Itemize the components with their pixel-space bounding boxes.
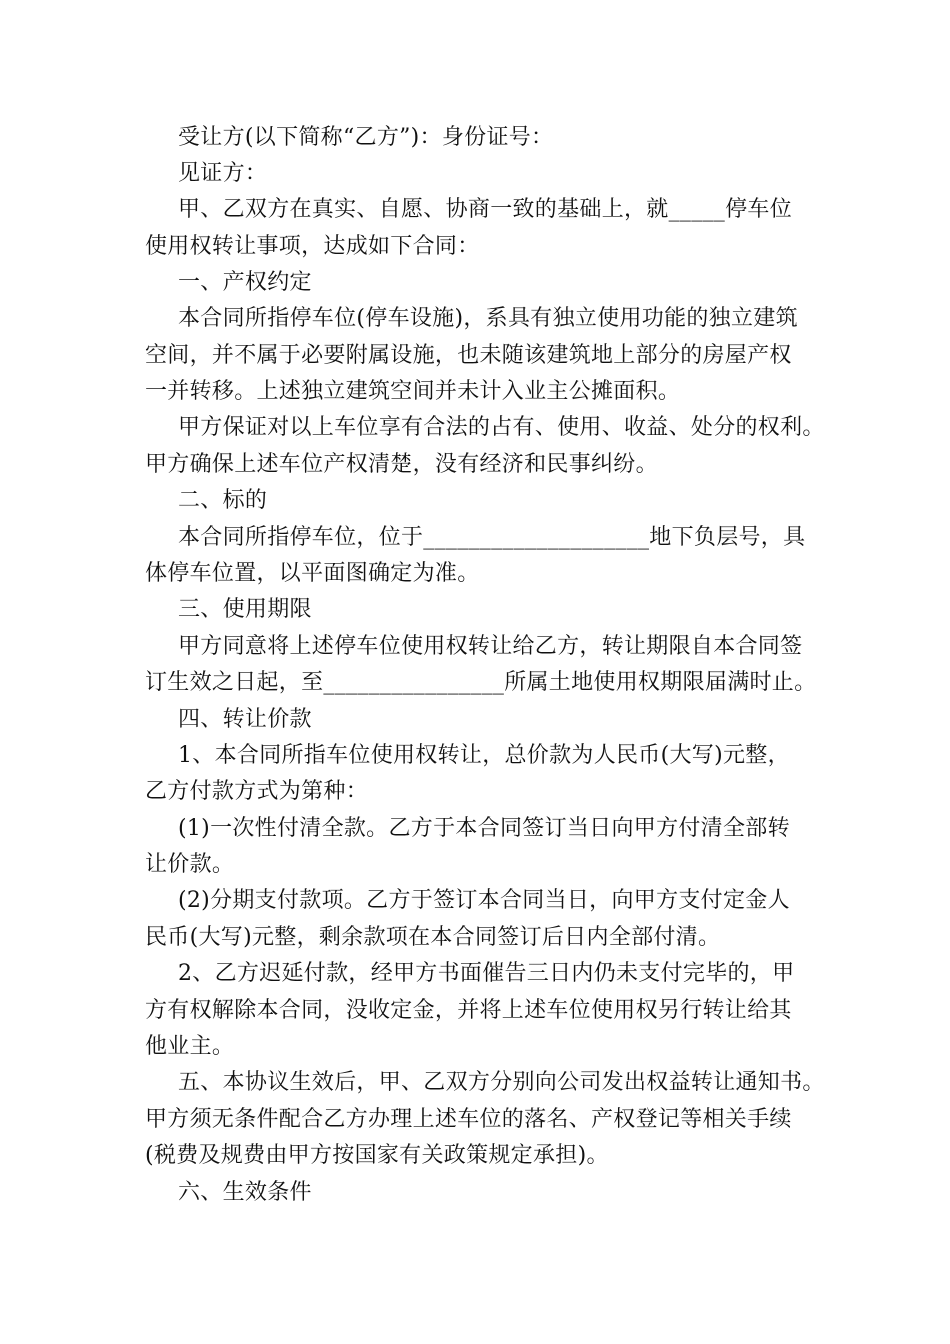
text-line: 甲方保证对以上车位享有合法的占有、使用、收益、处分的权利。 [178,415,825,440]
text-line: (2)分期支付款项。乙方于签订本合同当日，向甲方支付定金人 [178,888,790,913]
text-line: 方有权解除本合同，没收定金，并将上述车位使用权另行转让给其 [145,998,792,1023]
text-line: 五、本协议生效后，甲、乙双方分别向公司发出权益转让通知书。 [178,1070,825,1095]
section-heading: 六、生效条件 [178,1180,312,1205]
text-line: 体停车位置，以平面图确定为准。 [145,561,480,586]
text-line: 让价款。 [145,852,235,877]
text-line: 本合同所指停车位，位于____________________地下负层号，具 [178,525,806,550]
text-line: 一并转移。上述独立建筑空间并未计入业主公摊面积。 [145,379,681,404]
text-line: 本合同所指停车位(停车设施)，系具有独立使用功能的独立建筑 [178,306,798,331]
text-line: 见证方： [178,161,268,186]
text-line: 订生效之日起，至________________所属土地使用权期限届满时止。 [145,670,817,695]
section-heading: 三、使用期限 [178,597,312,622]
text-line: 民币(大写)元整，剩余款项在本合同签订后日内全部付清。 [145,925,721,950]
text-line: 1、本合同所指车位使用权转让，总价款为人民币(大写)元整， [178,743,790,768]
text-line: 甲方同意将上述停车位使用权转让给乙方，转让期限自本合同签 [178,634,803,659]
text-line: 使用权转让事项，达成如下合同： [145,234,480,259]
text-line: (税费及规费由甲方按国家有关政策规定承担)。 [145,1143,609,1168]
section-heading: 二、标的 [178,488,268,513]
text-line: 甲方确保上述车位产权清楚，没有经济和民事纠纷。 [145,452,658,477]
text-line: (1)一次性付清全款。乙方于本合同签订当日向甲方付清全部转 [178,816,790,841]
text-line: 他业主。 [145,1034,235,1059]
text-line: 乙方付款方式为第种： [145,779,369,804]
text-line: 2、乙方迟延付款，经甲方书面催告三日内仍未支付完毕的，甲 [178,961,795,986]
text-line: 受让方(以下简称“乙方”)：身份证号： [178,125,554,150]
text-line: 甲方须无条件配合乙方办理上述车位的落名、产权登记等相关手续 [145,1107,792,1132]
section-heading: 四、转让价款 [178,707,312,732]
text-line: 空间，并不属于必要附属设施，也未随该建筑地上部分的房屋产权 [145,343,792,368]
section-heading: 一、产权约定 [178,270,312,295]
text-line: 甲、乙双方在真实、自愿、协商一致的基础上，就_____停车位 [178,197,793,222]
